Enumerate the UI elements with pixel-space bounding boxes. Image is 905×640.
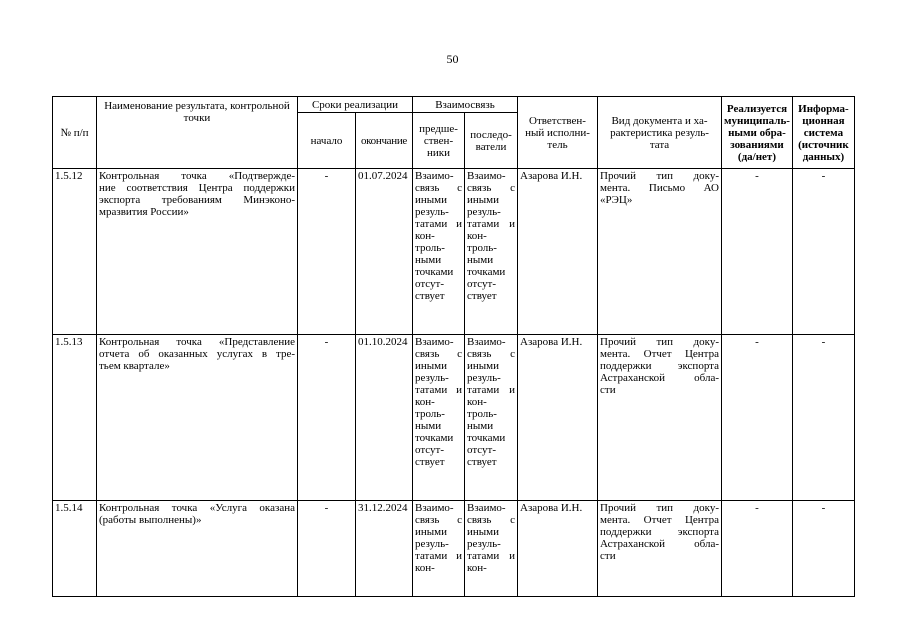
text-line: резуль- (415, 206, 449, 218)
table-row (53, 335, 855, 501)
text-line: ными (467, 420, 494, 432)
cell-predecessors (413, 501, 465, 597)
text-line: Взаимо- (415, 502, 454, 514)
header-num: № п/п (53, 97, 97, 169)
text-line: последо- (470, 128, 512, 141)
text-line: ствует (415, 290, 445, 302)
text-line: ватели (475, 140, 507, 153)
text-line: отсут- (467, 278, 497, 290)
text-line: резуль- (415, 538, 449, 550)
text-line: кон- (415, 230, 435, 242)
text-line: предше- (419, 122, 458, 135)
text-line: резуль- (467, 372, 501, 384)
text-line: ными (415, 420, 442, 432)
text-line: тата (649, 138, 670, 151)
cell-municipal: - (722, 169, 793, 335)
text-line: связь с (415, 182, 462, 194)
text-line: тель (547, 138, 568, 151)
text-line: мразвития России» (99, 206, 189, 218)
text-line: иными (467, 194, 500, 206)
text-line: связь с (467, 514, 515, 526)
header-start: начало (298, 113, 356, 169)
text-line: ствует (467, 456, 497, 468)
text-line: Контрольная точка «Представление (99, 336, 295, 348)
text-line: Прочий тип доку- (600, 170, 719, 182)
text-line: Реализуется (726, 102, 788, 115)
text-line: муниципаль- (724, 114, 790, 127)
text-line: мента. Отчет Центра (600, 348, 719, 360)
cell-successors (465, 169, 518, 335)
cell-responsible: Азарова И.Н. (518, 501, 598, 597)
text-line: резуль- (467, 206, 501, 218)
text-line: Астраханской обла- (600, 538, 719, 550)
header-relation: Взаимосвязь (413, 97, 518, 113)
text-line: система (803, 126, 844, 139)
text-line: «РЭЦ» (600, 194, 633, 206)
cell-predecessors (413, 335, 465, 501)
text-line: ными обра- (728, 126, 786, 139)
text-line: отсут- (415, 444, 445, 456)
cell-name (97, 169, 298, 335)
text-line: Информа- (798, 102, 849, 115)
text-line: Взаимо- (467, 502, 506, 514)
cell-name (97, 335, 298, 501)
cell-end: 31.12.2024 (356, 501, 413, 597)
text-line: кон- (467, 396, 487, 408)
cell-start: - (298, 501, 356, 597)
cell-info-system: - (792, 501, 854, 597)
cell-end: 01.10.2024 (356, 335, 413, 501)
text-line: ствует (415, 456, 445, 468)
text-line: Взаимо- (415, 170, 454, 182)
text-line: точками (467, 266, 506, 278)
cell-doc-type (598, 501, 722, 597)
text-line: Взаимо- (415, 336, 454, 348)
table-header (53, 97, 855, 169)
text-line: зованиями (730, 138, 784, 151)
text-line: (работы выполнены)» (99, 514, 202, 526)
header-name: Наименование результата, контрольной точки (97, 97, 298, 169)
table-row (53, 169, 855, 335)
text-line: точками (415, 432, 454, 444)
text-line: Прочий тип доку- (600, 336, 719, 348)
cell-doc-type (598, 169, 722, 335)
text-line: Взаимо- (467, 170, 506, 182)
table-body (53, 169, 855, 597)
header-successors (465, 113, 518, 169)
text-line: Контрольная точка «Подтвержде- (99, 170, 295, 182)
cell-num: 1.5.12 (53, 169, 97, 335)
cell-num: 1.5.14 (53, 501, 97, 597)
text-line: данных) (802, 150, 845, 163)
text-line: отсут- (467, 444, 497, 456)
text-line: отсут- (415, 278, 445, 290)
text-line: кон- (415, 562, 435, 574)
text-line: иными (467, 360, 500, 372)
text-line: ствен- (423, 134, 454, 147)
text-line: ный исполни- (525, 126, 590, 139)
header-municipal (722, 97, 793, 169)
text-line: связь с (467, 348, 515, 360)
text-line: ствует (467, 290, 497, 302)
text-line: поддержки экспорта (600, 360, 719, 372)
text-line: рактеристика резуль- (610, 126, 709, 139)
cell-doc-type (598, 335, 722, 501)
text-line: татами и (415, 384, 462, 396)
text-line: связь с (415, 348, 462, 360)
cell-successors (465, 501, 518, 597)
text-line: точками (415, 266, 454, 278)
text-line: кон- (467, 562, 487, 574)
results-table (52, 96, 855, 597)
text-line: кон- (415, 396, 435, 408)
text-line: троль- (467, 408, 497, 420)
cell-start: - (298, 169, 356, 335)
text-line: точками (467, 432, 506, 444)
text-line: Прочий тип доку- (600, 502, 719, 514)
text-line: ние соответствия Центра поддержки (99, 182, 295, 194)
text-line: отчета об оказанных услугах в тре- (99, 348, 295, 360)
text-line: поддержки экспорта (600, 526, 719, 538)
text-line: татами и (467, 384, 515, 396)
header-end: окончание (356, 113, 413, 169)
cell-end: 01.07.2024 (356, 169, 413, 335)
cell-name (97, 501, 298, 597)
text-line: резуль- (467, 538, 501, 550)
text-line: мента. Отчет Центра (600, 514, 719, 526)
text-line: резуль- (415, 372, 449, 384)
header-info-system (792, 97, 854, 169)
text-line: связь с (415, 514, 462, 526)
text-line: троль- (415, 242, 445, 254)
header-doc-type (598, 97, 722, 169)
text-line: кон- (467, 230, 487, 242)
text-line: троль- (415, 408, 445, 420)
text-line: (да/нет) (737, 150, 776, 163)
text-line: иными (467, 526, 500, 538)
text-line: татами и (467, 218, 515, 230)
text-line: иными (415, 360, 448, 372)
text-line: ники (426, 146, 450, 159)
text-line: ными (415, 254, 442, 266)
cell-info-system: - (792, 169, 854, 335)
text-line: связь с (467, 182, 515, 194)
cell-predecessors (413, 169, 465, 335)
text-line: тьем квартале» (99, 360, 170, 372)
text-line: Вид документа и ха- (611, 114, 708, 127)
header-deadlines: Сроки реализации (298, 97, 413, 113)
text-line: Взаимо- (467, 336, 506, 348)
text-line: ционная (802, 114, 845, 127)
text-line: сти (600, 384, 616, 396)
text-line: иными (415, 526, 448, 538)
header-responsible (518, 97, 598, 169)
text-line: (источник (798, 138, 849, 151)
cell-responsible: Азарова И.Н. (518, 169, 598, 335)
text-line: мента. Письмо АО (600, 182, 719, 194)
cell-num: 1.5.13 (53, 335, 97, 501)
text-line: Контрольная точка «Услуга оказана (99, 502, 295, 514)
cell-municipal: - (722, 501, 793, 597)
text-line: экспорта требованиям Минэконо- (99, 194, 295, 206)
text-line: татами и (467, 550, 515, 562)
cell-info-system: - (792, 335, 854, 501)
text-line: троль- (467, 242, 497, 254)
cell-start: - (298, 335, 356, 501)
cell-municipal: - (722, 335, 793, 501)
header-predecessors (413, 113, 465, 169)
text-line: ными (467, 254, 494, 266)
text-line: татами и (415, 550, 462, 562)
text-line: Астраханской обла- (600, 372, 719, 384)
text-line: татами и (415, 218, 462, 230)
text-line: Ответствен- (529, 114, 586, 127)
text-line: сти (600, 550, 616, 562)
table-row (53, 501, 855, 597)
cell-responsible: Азарова И.Н. (518, 335, 598, 501)
cell-successors (465, 335, 518, 501)
text-line: иными (415, 194, 448, 206)
page-number: 50 (446, 52, 459, 66)
